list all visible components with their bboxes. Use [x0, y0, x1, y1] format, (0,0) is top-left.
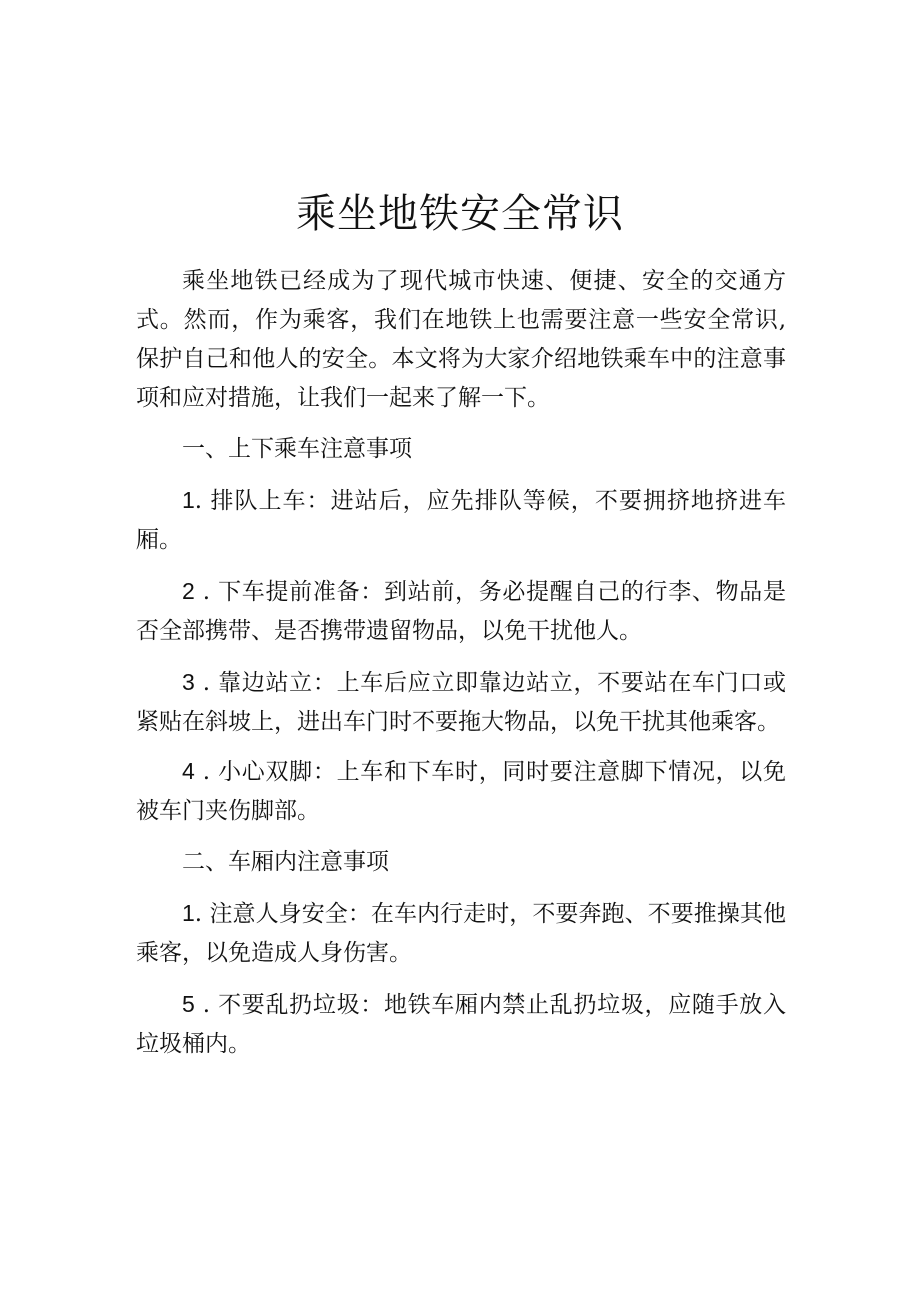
list-item-1-1 — [136, 481, 786, 560]
list-item-1-3 — [136, 663, 786, 742]
item-number: 5 — [182, 991, 195, 1017]
item-number: 2 — [182, 578, 195, 604]
section-heading-2: 二、车厢内注意事项 — [182, 849, 389, 875]
intro-paragraph: 乘坐地铁已经成为了现代城市快速、便捷、安全的交通方式。然而，作为乘客，我们在地铁上也需要注意一些安全常识,保护自己和他人的安全。本文将为大家介绍地铁乘车中的注意事项和应对措施，让我们一起来了解一下。 — [136, 268, 786, 411]
list-item-1-4 — [136, 752, 786, 831]
item-text: . 排队上车：进站后，应先排队等候，不要拥挤地挤进车厢。 — [136, 488, 786, 553]
item-text: . 靠边站立：上车后应立即靠边站立，不要站在车门口或紧贴在斜坡上，进出车门时不要拖大物品，以免干扰其他乘客。 — [136, 670, 786, 735]
list-item-1-2 — [136, 572, 786, 651]
list-item-2-1 — [136, 894, 786, 973]
item-text: . 下车提前准备：到站前，务必提醒自己的行李、物品是否全部携带、是否携带遗留物品，以免干扰他人。 — [136, 579, 786, 644]
list-item-2-2 — [136, 985, 786, 1064]
item-number: 1 — [182, 487, 195, 513]
item-text: . 小心双脚：上车和下车时，同时要注意脚下情况，以免被车门夹伤脚部。 — [136, 759, 786, 824]
item-text: . 注意人身安全：在车内行走时，不要奔跑、不要推操其他乘客，以免造成人身伤害。 — [136, 901, 786, 966]
item-text: . 不要乱扔垃圾：地铁车厢内禁止乱扔垃圾，应随手放入垃圾桶内。 — [136, 992, 786, 1057]
document-title: 乘坐地铁安全常识 — [296, 191, 624, 237]
document-body — [136, 262, 786, 1064]
item-number: 4 — [182, 758, 195, 784]
section-heading-1: 一、上下乘车注意事项 — [182, 436, 412, 462]
item-number: 3 — [182, 669, 195, 695]
item-number: 1 — [182, 900, 195, 926]
